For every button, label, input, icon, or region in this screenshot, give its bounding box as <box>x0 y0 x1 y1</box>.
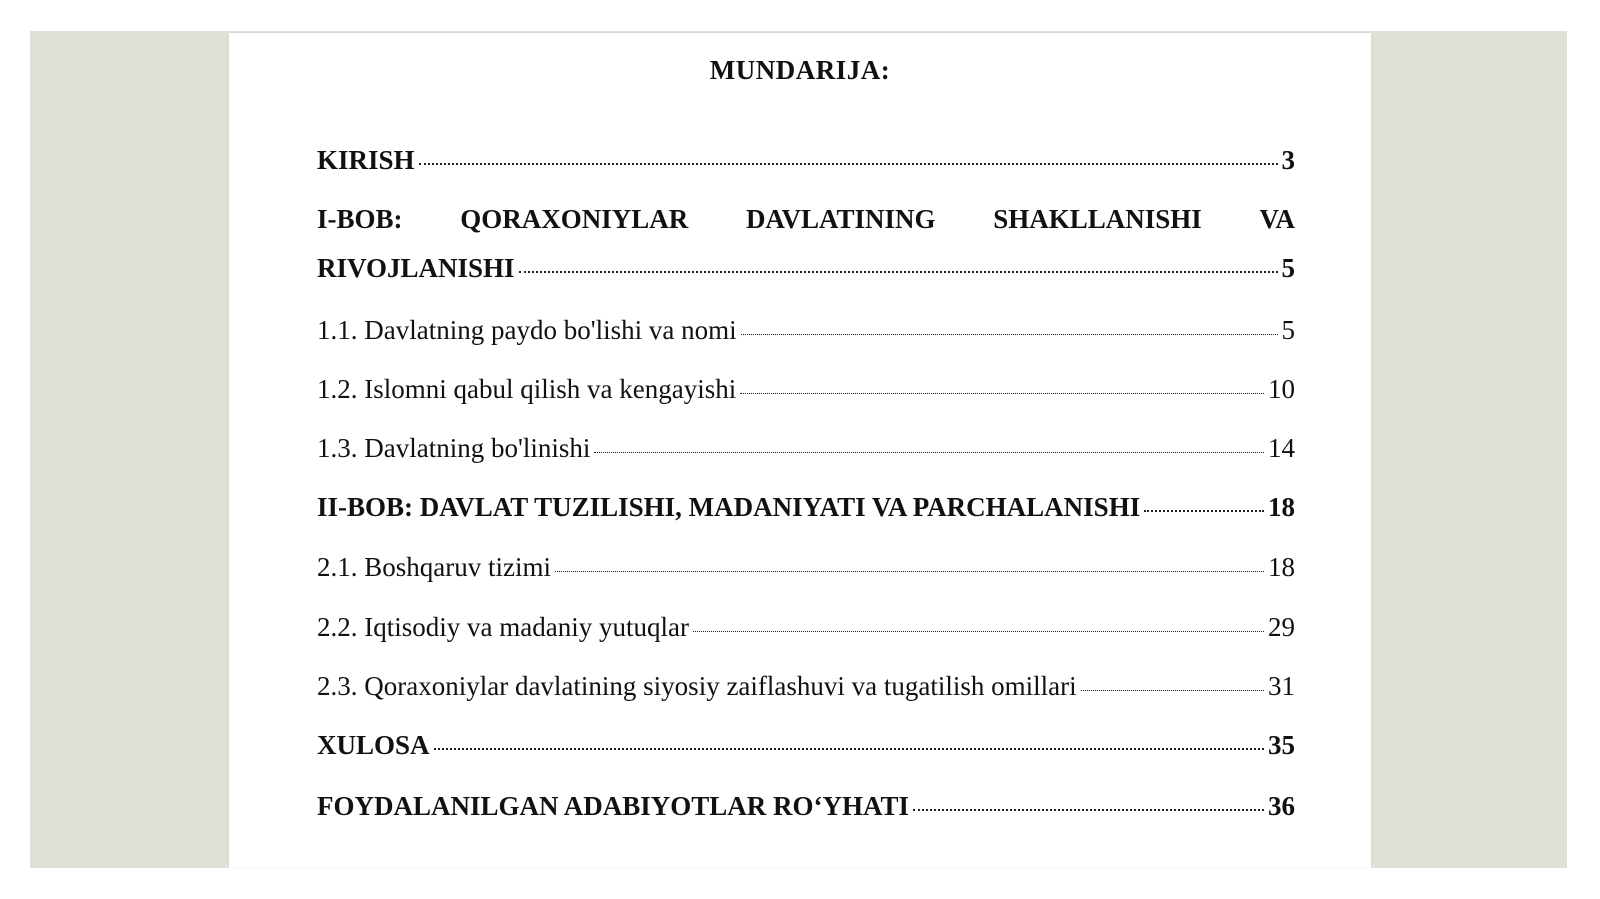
toc-entry-label: 1.1. Davlatning paydo bo'lishi va nomi <box>317 315 737 345</box>
toc-entry-bibliography[interactable] <box>317 791 1295 822</box>
toc-leader-dots <box>555 571 1264 572</box>
toc-leader-dots <box>913 809 1264 811</box>
toc-entry-chapter1[interactable] <box>317 253 1295 284</box>
toc-word: SHAKLLANISHI <box>993 204 1202 234</box>
toc-leader-dots <box>741 334 1278 335</box>
toc-entry-xulosa[interactable] <box>317 730 1295 761</box>
toc-leader-dots <box>693 631 1264 632</box>
toc-entry-label: II-BOB: DAVLAT TUZILISHI, MADANIYATI VA PARCHALANISHI <box>317 492 1141 522</box>
toc-entry-page: 36 <box>1268 791 1295 821</box>
toc-leader-dots <box>419 163 1278 165</box>
toc-leader-dots <box>1144 510 1264 512</box>
toc-entry-1-1[interactable] <box>317 315 1295 346</box>
toc-word: DAVLATINING <box>745 204 936 234</box>
toc-leader-dots <box>740 393 1264 394</box>
toc-entry-label: 2.2. Iqtisodiy va madaniy yutuqlar <box>317 612 689 642</box>
toc-leader-dots <box>1081 690 1264 691</box>
toc-word: QORAXONIYLAR <box>460 204 689 234</box>
toc-entry-page: 35 <box>1268 730 1295 760</box>
toc-entry-label: RIVOJLANISHI <box>317 253 515 283</box>
toc-entry-1-2[interactable] <box>317 374 1295 405</box>
toc-leader-dots <box>434 748 1264 750</box>
toc-entry-label: 1.3. Davlatning bo'linishi <box>317 433 591 463</box>
toc-entry-page: 5 <box>1281 253 1295 283</box>
toc-entry-label: 2.3. Qoraxoniylar davlatining siyosiy zaiflashuvi va tugatilish omillari <box>317 671 1077 701</box>
toc-entry-label: 2.1. Boshqaruv tizimi <box>317 552 551 582</box>
document-page <box>229 33 1371 868</box>
toc-entry-chapter1-line1[interactable] <box>317 204 1295 235</box>
toc-word: I-BOB: <box>317 204 403 234</box>
toc-entry-kirish[interactable] <box>317 145 1295 176</box>
toc-entry-page: 5 <box>1281 315 1295 345</box>
toc-entry-label: 1.2. Islomni qabul qilish va kengayishi <box>317 374 737 404</box>
toc-entry-page: 29 <box>1268 612 1295 642</box>
toc-entry-2-2[interactable] <box>317 612 1295 643</box>
toc-entry-page: 3 <box>1281 145 1295 175</box>
toc-entry-page: 10 <box>1268 374 1295 404</box>
toc-entry-label: FOYDALANILGAN ADABIYOTLAR RO‘YHATI <box>317 791 910 821</box>
toc-entry-1-3[interactable] <box>317 433 1295 464</box>
toc-entry-2-3[interactable] <box>317 671 1295 702</box>
toc-entry-label: KIRISH <box>317 145 415 175</box>
toc-leader-dots <box>519 271 1278 273</box>
toc-entry-chapter2[interactable] <box>317 492 1295 523</box>
toc-entry-2-1[interactable] <box>317 552 1295 583</box>
toc-word: VA <box>1259 204 1295 234</box>
toc-leader-dots <box>594 452 1264 453</box>
toc-entry-page: 31 <box>1268 671 1295 701</box>
toc-entry-page: 14 <box>1268 433 1295 463</box>
toc-entry-page: 18 <box>1268 492 1295 522</box>
toc-entry-label: XULOSA <box>317 730 430 760</box>
toc-title: MUNDARIJA: <box>709 55 891 85</box>
toc-entry-page: 18 <box>1268 552 1295 582</box>
